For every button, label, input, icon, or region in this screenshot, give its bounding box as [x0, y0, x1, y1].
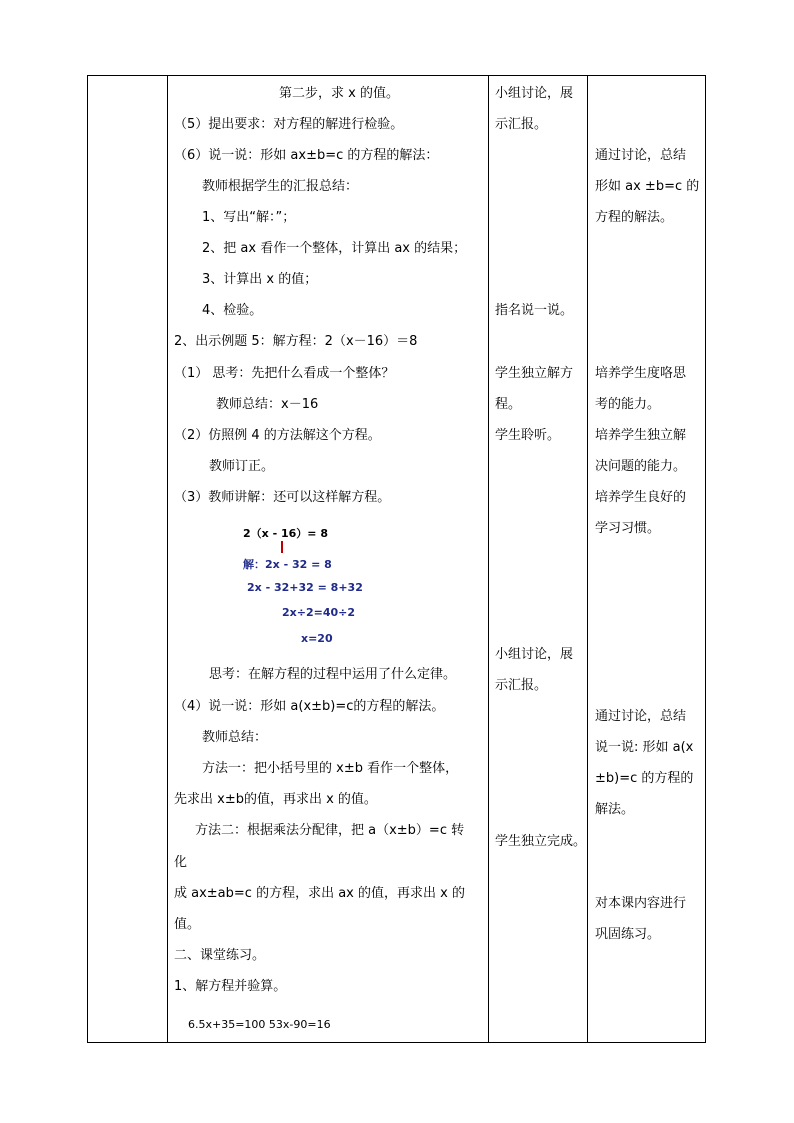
process-line: 3、计算出 x 的值； [202, 272, 318, 287]
process-line: 2、把 ax 看作一个整体，计算出 ax 的结果； [202, 241, 467, 256]
process-line: 二、课堂练习。 [174, 948, 266, 963]
intent-line: 学习习惯。 [595, 521, 661, 536]
intent-line: 巩固练习。 [595, 927, 661, 942]
intent-line: 培养学生独立解 [595, 428, 687, 443]
activity-line: 示汇报。 [495, 678, 548, 693]
process-line: 方法一：把小括号里的 x±b 看作一个整体， [202, 761, 459, 776]
intent-line: 培养学生良好的 [595, 490, 687, 505]
process-line: 化 [174, 855, 188, 870]
intent-line: ±b)=c 的方程的 [595, 771, 694, 786]
equation-step: 2（x - 16）= 8 [243, 527, 328, 540]
process-line: （4）说一说：形如 a(x±b)=c的方程的解法。 [174, 699, 445, 714]
process-line: （3）教师讲解：还可以这样解方程。 [174, 490, 391, 505]
intent-line: 方程的解法。 [595, 210, 674, 225]
activity-line: 小组讨论，展 [495, 647, 574, 662]
exercise-equations: 6.5x+35=100 53x-90=16 [188, 1018, 331, 1031]
process-line: 第二步，求 x 的值。 [279, 86, 399, 101]
activity-line: 学生聆听。 [495, 428, 561, 443]
process-line: 方法二：根据乘法分配律，把 a（x±b）=c 转 [195, 823, 465, 838]
equation-step: 解：2x - 32 = 8 [243, 558, 332, 571]
process-line: 1、写出“解：”； [202, 210, 296, 225]
intent-line: 通过讨论，总结 [595, 148, 687, 163]
intent-line: 对本课内容进行 [595, 896, 687, 911]
equation-step: x=20 [301, 632, 333, 645]
process-line: （1） 思考：先把什么看成一个整体？ [174, 366, 395, 381]
column-divider-1 [167, 75, 168, 1043]
equation-step: 2x - 32+32 = 8+32 [247, 581, 363, 594]
process-line: 教师根据学生的汇报总结： [202, 179, 359, 194]
process-line: 思考：在解方程的过程中运用了什么定律。 [209, 667, 457, 682]
activity-line: 学生独立完成。 [495, 834, 587, 849]
intent-line: 解法。 [595, 802, 635, 817]
process-line: 教师总结：x－16 [216, 397, 319, 412]
process-line: 教师订正。 [209, 459, 275, 474]
process-line: （2）仿照例 4 的方法解这个方程。 [174, 428, 381, 443]
process-line: 成 ax±ab=c 的方程，求出 ax 的值，再求出 x 的 [174, 886, 465, 901]
column-divider-2 [488, 75, 489, 1043]
process-line: 值。 [174, 917, 201, 932]
intent-line: 说一说: 形如 a(x [595, 740, 694, 755]
intent-line: 决问题的能力。 [595, 459, 687, 474]
column-divider-3 [587, 75, 588, 1043]
process-line: 先求出 x±b的值，再求出 x 的值。 [174, 792, 377, 807]
process-line: （5）提出要求：对方程的解进行检验。 [174, 117, 404, 132]
intent-line: 培养学生度咯思 [595, 366, 687, 381]
activity-line: 程。 [495, 397, 522, 412]
process-line: 2、出示例题 5：解方程：2（x－16）＝8 [174, 334, 418, 349]
process-line: 4、检验。 [202, 303, 263, 318]
intent-line: 形如 ax ±b=c 的 [595, 179, 700, 194]
activity-line: 示汇报。 [495, 117, 548, 132]
equation-step: 2x÷2=40÷2 [282, 606, 356, 619]
activity-line: 学生独立解方 [495, 366, 574, 381]
intent-line: 考的能力。 [595, 397, 661, 412]
process-line: 教师总结： [202, 730, 268, 745]
cursor-mark [281, 541, 283, 553]
activity-line: 小组讨论，展 [495, 86, 574, 101]
process-line: 1、解方程并验算。 [174, 979, 287, 994]
intent-line: 通过讨论，总结 [595, 709, 687, 724]
process-line: （6）说一说：形如 ax±b=c 的方程的解法： [174, 148, 439, 163]
activity-line: 指名说一说。 [495, 303, 574, 318]
